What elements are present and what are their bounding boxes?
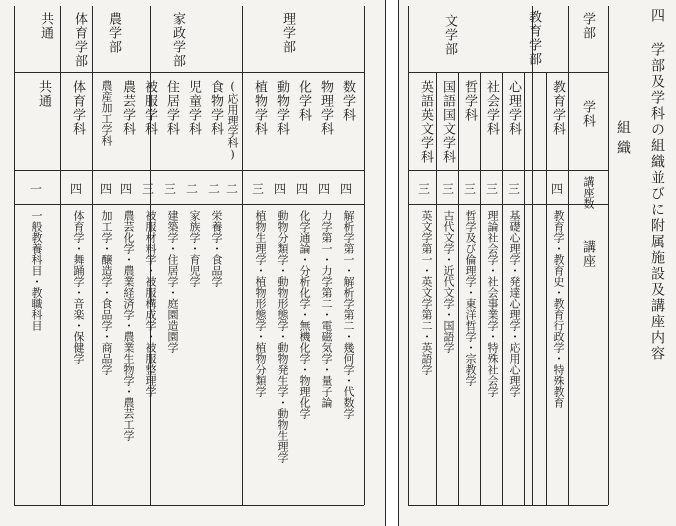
course-count: 三 bbox=[485, 182, 498, 196]
course-list: 一般教養科目・教職科目 bbox=[30, 210, 43, 331]
department-name: 数学科 bbox=[340, 80, 355, 122]
department-name: 動物学科 bbox=[274, 80, 289, 136]
course-count: 三 bbox=[163, 182, 176, 196]
course-count: 三 bbox=[507, 182, 520, 196]
department-name: 化学科 bbox=[296, 80, 311, 122]
department-name: 共通 bbox=[36, 80, 51, 108]
course-list: 古代文学・近代文学・国語学 bbox=[442, 210, 455, 353]
faculty-name: 体育学部 bbox=[72, 12, 87, 68]
department-name: 国語国文学科 bbox=[440, 80, 455, 164]
faculty-name: 共通 bbox=[38, 12, 53, 40]
department-name: 児童学科 bbox=[186, 80, 201, 136]
course-count: 三 bbox=[463, 182, 476, 196]
course-count-header-label: 講座数 bbox=[582, 176, 595, 209]
course-count: 四 bbox=[273, 182, 286, 196]
course-list: 栄養学・食品学 bbox=[210, 210, 223, 287]
course-count: 四 bbox=[69, 182, 82, 196]
department-name: 住居学科 bbox=[164, 80, 179, 136]
department-name: 教育学科 bbox=[550, 80, 565, 136]
course-list: 基礎心理学・発達心理学・応用心理学 bbox=[508, 210, 521, 397]
course-count: 四 bbox=[317, 182, 330, 196]
course-list: 体育学・舞踊学・音楽・保健学 bbox=[72, 210, 85, 364]
course-count: 三 bbox=[417, 182, 430, 196]
department-name: 哲学科 bbox=[462, 80, 477, 122]
department-name: 社会学科 bbox=[484, 80, 499, 136]
course-count: 四 bbox=[550, 182, 563, 196]
course-list: 植物生理学・植物形態学・植物分類学 bbox=[254, 210, 267, 397]
faculty-name: 教育学部 bbox=[526, 10, 541, 66]
section-title: 組織 bbox=[615, 120, 631, 160]
department-name: 心理学科 bbox=[506, 80, 521, 136]
course-list: 理論社会学・社会事業学・特殊社会学 bbox=[486, 210, 499, 397]
course-list: 解析学第一・解析学第二・幾何学・代数学 bbox=[342, 210, 355, 419]
faculty-name: 文学部 bbox=[442, 14, 457, 56]
faculty-name: 理学部 bbox=[280, 12, 295, 54]
course-count: 二 bbox=[207, 182, 220, 196]
course-count: 四 bbox=[119, 182, 132, 196]
course-list: 教育学・教育史・教育行政学・特殊教育 bbox=[552, 210, 565, 408]
course-count: 三 bbox=[441, 182, 454, 196]
course-count: 四 bbox=[99, 182, 112, 196]
course-list: 力学第一・力学第二・電磁気学・量子論 bbox=[320, 210, 333, 408]
department-name: 植物学科 bbox=[252, 80, 267, 136]
right-page bbox=[398, 0, 676, 526]
course-list: 哲学及び倫理学・東洋哲学・宗教学 bbox=[464, 210, 477, 386]
department-name: 体育学科 bbox=[70, 80, 85, 136]
document-heading: 四 学部及学科の組織並びに附属施設及講座内容 bbox=[649, 8, 665, 362]
course-list: 英文学第一・英文学第二・英語学 bbox=[420, 210, 433, 375]
course-list: 建築学・住居学・庭園造園学 bbox=[166, 210, 179, 353]
course-count: 四 bbox=[339, 182, 352, 196]
course-list: 化学通論・分析化学・無機化学・物理化学 bbox=[298, 210, 311, 419]
faculty-header-label: 学部 bbox=[580, 12, 595, 40]
course-list: 加工学・醸造学・食品学・商品学 bbox=[100, 210, 113, 375]
course-count: 二 bbox=[225, 182, 238, 196]
course-list: 動物分類学・動物形態学・動物発生学・動物生理学 bbox=[276, 210, 289, 463]
course-list: 家族学・育児学 bbox=[188, 210, 201, 287]
faculty-name: 家政学部 bbox=[170, 12, 185, 68]
course-count: 二 bbox=[185, 182, 198, 196]
department-name: 食物学科 bbox=[208, 80, 223, 136]
course-count: 四 bbox=[295, 182, 308, 196]
department-name: (応用理学科) bbox=[226, 80, 239, 161]
department-name: 農産加工学科 bbox=[100, 80, 113, 146]
course-count: 三 bbox=[251, 182, 264, 196]
course-count: 三 bbox=[141, 182, 154, 196]
department-name: 農芸学科 bbox=[120, 80, 135, 136]
course-list: 農芸化学・農業経済学・農業生物学・農芸工学 bbox=[122, 210, 135, 441]
department-name: 被服学科 bbox=[142, 80, 157, 136]
department-name: 物理学科 bbox=[318, 80, 333, 136]
course-count: 一 bbox=[29, 182, 42, 196]
department-header-label: 学科 bbox=[580, 100, 595, 128]
department-name: 英語英文学科 bbox=[418, 80, 433, 164]
faculty-name: 農学部 bbox=[106, 12, 121, 54]
course-list: 被服材料学・被服構成学・被服整理学 bbox=[144, 210, 157, 397]
courses-header-label: 講座 bbox=[580, 240, 595, 268]
